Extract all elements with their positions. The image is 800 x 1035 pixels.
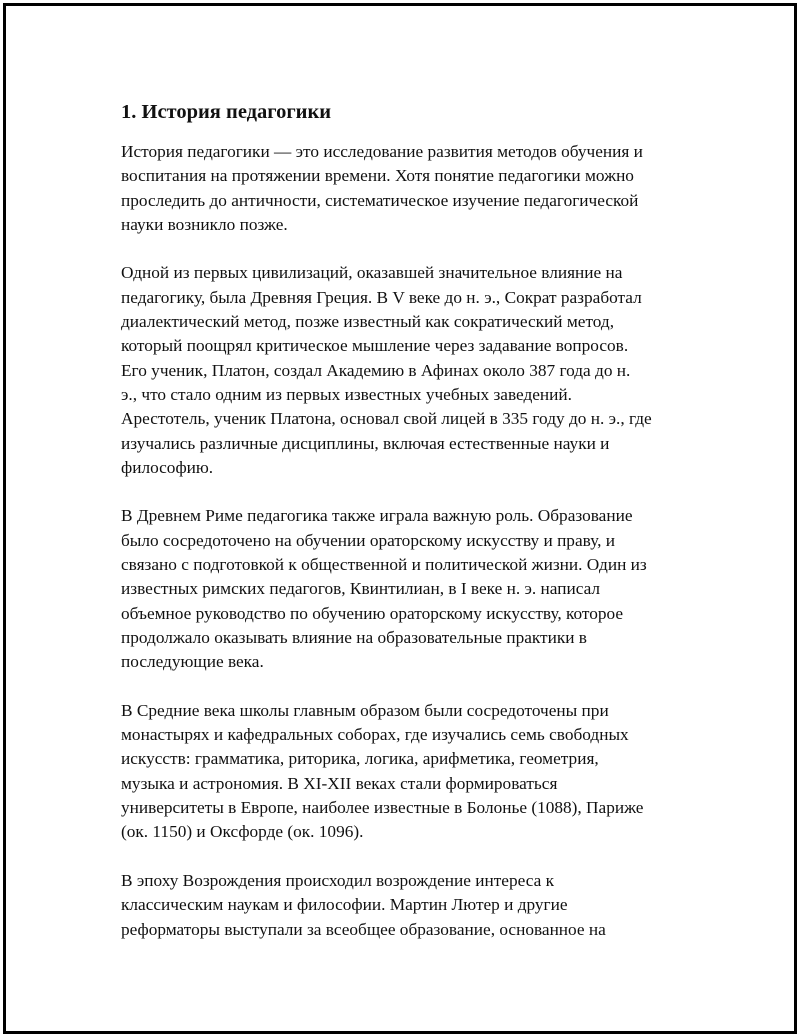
text-line: педагогику, была Древняя Греция. В V веке до н. э., Сократ разработал [121, 287, 642, 307]
text-line: искусств: грамматика, риторика, логика, арифметика, геометрия, [121, 749, 599, 769]
text-line: В Древнем Риме педагогика также играла важную роль. Образование [121, 506, 633, 526]
text-line: изучались различные дисциплины, включая естественные науки и [121, 433, 610, 453]
text-line: было сосредоточено на обучении ораторскому искусству и праву, и [121, 530, 615, 550]
text-line: Арестотель, ученик Платона, основал свой лицей в 335 году до н. э., где [121, 409, 652, 429]
page-frame [3, 3, 797, 1034]
text-line: Одной из первых цивилизаций, оказавшей значительное влияние на [121, 263, 623, 283]
text-line: воспитания на протяжении времени. Хотя понятие педагогики можно [121, 166, 634, 186]
text-line: монастырях и кафедральных соборах, где изучались семь свободных [121, 725, 629, 745]
text-line: известных римских педагогов, Квинтилиан, в I веке н. э. написал [121, 579, 601, 599]
text-line: реформаторы выступали за всеобщее образование, основанное на [121, 919, 606, 939]
paragraph-greece [121, 261, 696, 480]
text-line: науки возникло позже. [121, 214, 288, 234]
text-line: объемное руководство по обучению ораторскому искусству, которое [121, 603, 624, 623]
text-line: философию. [121, 457, 214, 477]
text-line: университеты в Европе, наиболее известные в Болонье (1088), Париже [121, 798, 644, 818]
paragraph-renaissance [121, 869, 696, 942]
text-line: История педагогики — это исследование развития методов обучения и [121, 142, 643, 161]
text-line: э., что стало одним из первых известных учебных заведений. [121, 384, 572, 404]
text-line: В эпоху Возрождения происходил возрождение интереса к [121, 870, 554, 890]
document-body [121, 98, 696, 966]
text-line: последующие века. [121, 652, 264, 672]
section-title: 1. История педагогики [121, 101, 332, 123]
text-line: диалектический метод, позже известный как сократический метод, [121, 312, 615, 332]
text-line: продолжало оказывать влияние на образовательные практики в [121, 627, 587, 647]
text-line: Его ученик, Платон, создал Академию в Афинах около 387 года до н. [121, 360, 631, 380]
paragraph-intro [121, 140, 696, 237]
text-line: (ок. 1150) и Оксфорде (ок. 1096). [121, 822, 364, 842]
paragraph-middle-ages [121, 699, 696, 845]
text-line: который поощрял критическое мышление через задавание вопросов. [121, 336, 629, 356]
text-line: В Средние века школы главным образом были сосредоточены при [121, 700, 609, 720]
text-line: классическим наукам и философии. Мартин Лютер и другие [121, 895, 568, 915]
text-line: музыка и астрономия. В XI-XII веках стали формироваться [121, 773, 558, 793]
paragraph-rome [121, 504, 696, 674]
text-line: проследить до античности, систематическое изучение педагогической [121, 190, 639, 210]
text-line: связано с подготовкой к общественной и политической жизни. Один из [121, 555, 647, 575]
